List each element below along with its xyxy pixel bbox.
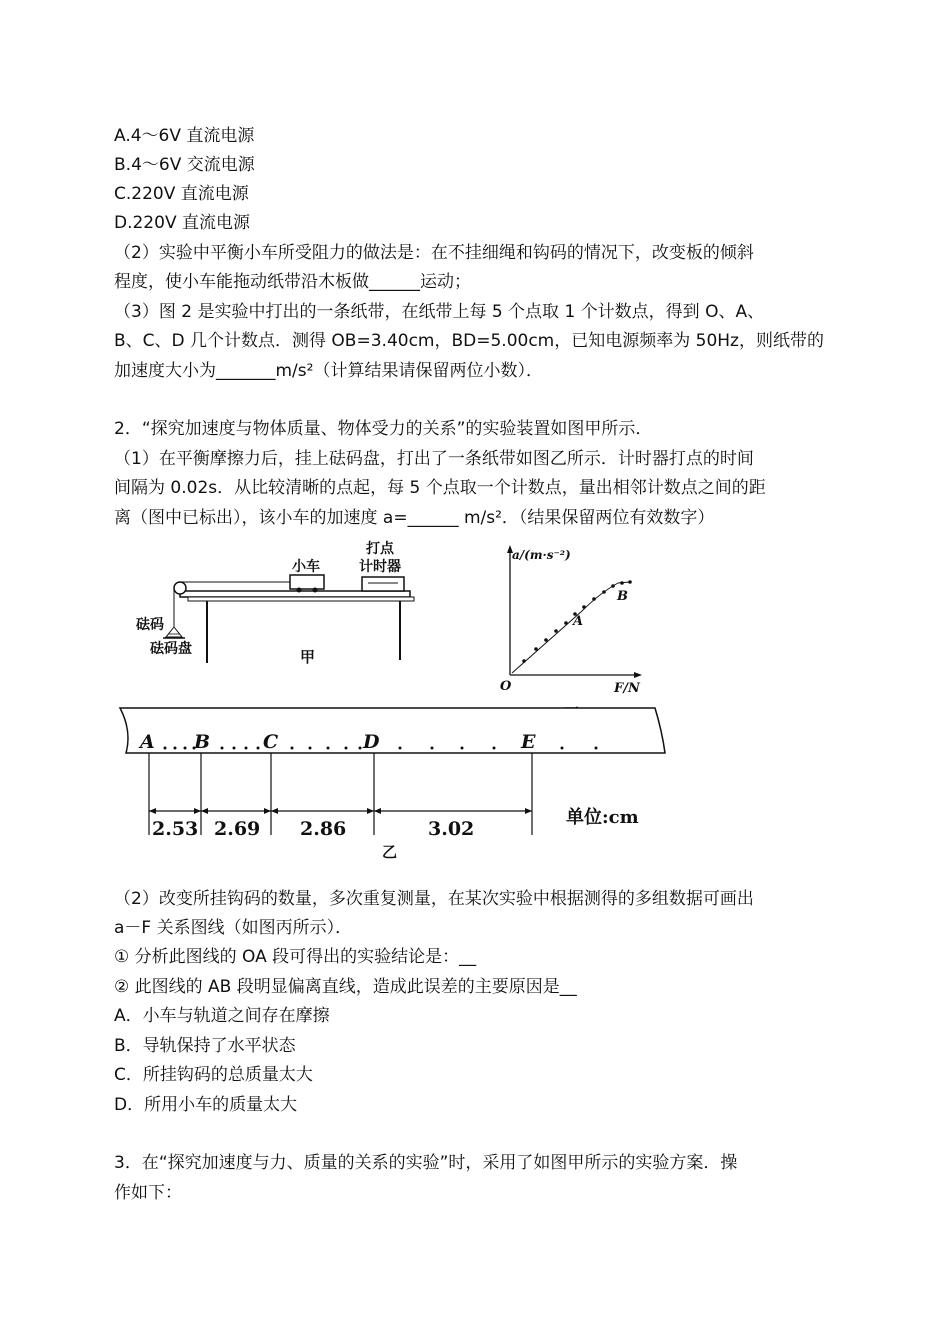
option-a-dc-4-6v: A.4～6V 直流电源 <box>114 126 255 146</box>
distance-de: 3.02 <box>428 818 475 840</box>
tape-unit-label: 单位:cm <box>566 807 639 828</box>
q3-stem-line2: 作如下： <box>114 1183 182 1203</box>
timer-label-1: 打点 <box>366 541 394 557</box>
q1-part2-line2: 程度，使小车能拖动纸带沿木板做______运动； <box>114 272 471 292</box>
tape-point-e: E <box>521 731 536 753</box>
caption-yi: 乙 <box>382 843 398 861</box>
option-b-ac-4-6v: B.4～6V 交流电源 <box>114 155 255 175</box>
car-label: 小车 <box>292 559 320 575</box>
graph-origin-label: O <box>500 679 512 694</box>
tape-point-c: C <box>263 731 279 753</box>
option-c-dc-220v: C.220V 直流电源 <box>114 184 249 204</box>
caption-jia: 甲 <box>300 648 316 666</box>
q2-part2-line2: a－F 关系图线（如图丙所示）． <box>114 918 353 938</box>
cart <box>290 575 324 589</box>
q2-option-c: C．所挂钩码的总质量太大 <box>114 1065 313 1085</box>
distance-ab: 2.53 <box>152 818 199 840</box>
graph-xlabel: F/N <box>614 681 640 696</box>
q2-reason-ab: ② 此图线的 AB 段明显偏离直线，造成此误差的主要原因是__ <box>114 977 577 997</box>
distance-bc: 2.69 <box>214 818 261 840</box>
q1-part3-line3: 加速度大小为_______m/s²（计算结果请保留两位小数）． <box>114 361 543 381</box>
pan-label: 砝码盘 <box>150 641 192 657</box>
q2-stem: 2．“探究加速度与物体质量、物体受力的关系”的实验装置如图甲所示． <box>114 419 653 439</box>
paper-tape <box>120 708 665 861</box>
tape-point-a: A <box>140 731 155 753</box>
graph-point-a-label: A <box>573 614 584 629</box>
q1-part3-line2: B、C、D 几个计数点．测得 OB=3.40cm，BD=5.00cm，已知电源频率为 50Hz，则纸带的 <box>114 331 824 351</box>
q2-part2-line1: （2）改变所挂钩码的数量，多次重复测量，在某次实验中根据测得的多组数据可画出 <box>114 889 754 909</box>
graph-ylabel: a/(m·s⁻²) <box>512 548 571 562</box>
apparatus-diagram <box>136 540 414 666</box>
q3-stem-line1: 3．在“探究加速度与力、质量的关系的实验”时，采用了如图甲所示的实验方案．操 <box>114 1153 738 1173</box>
tape-point-b: B <box>194 731 211 753</box>
q2-part1-line3: 离（图中已标出），该小车的加速度 a=______ m/s²．（结果保留两位有效数字） <box>114 508 715 528</box>
timer-box <box>362 577 404 591</box>
weight-label: 砝码 <box>136 617 164 633</box>
q2-option-d: D．所用小车的质量太大 <box>114 1095 298 1115</box>
q2-option-b: B．导轨保持了水平状态 <box>114 1036 296 1056</box>
a-f-graph <box>500 545 642 723</box>
q2-conclusion-oa: ① 分析此图线的 OA 段可得出的实验结论是：__ <box>114 947 477 967</box>
q2-part1-line1: （1）在平衡摩擦力后，挂上砝码盘，打出了一条纸带如图乙所示．计时器打点的时间 <box>114 449 754 469</box>
q1-part3-line1: （3）图 2 是实验中打出的一条纸带，在纸带上每 5 个点取 1 个计数点，得到 O、A、 <box>114 302 765 322</box>
q1-part2-line1: （2）实验中平衡小车所受阻力的做法是：在不挂细绳和钩码的情况下，改变板的倾斜 <box>114 243 754 263</box>
q2-option-a: A．小车与轨道之间存在摩擦 <box>114 1006 330 1026</box>
q2-part1-line2: 间隔为 0.02s．从比较清晰的点起，每 5 个点取一个计数点，量出相邻计数点之间的距 <box>114 478 766 498</box>
experiment-figure <box>110 535 670 865</box>
option-d-dc-220v: D.220V 直流电源 <box>114 213 250 233</box>
graph-point-b-label: B <box>617 589 628 604</box>
distance-cd: 2.86 <box>300 818 347 840</box>
timer-label-2: 计时器 <box>359 559 401 575</box>
tape-point-d: D <box>363 731 380 753</box>
